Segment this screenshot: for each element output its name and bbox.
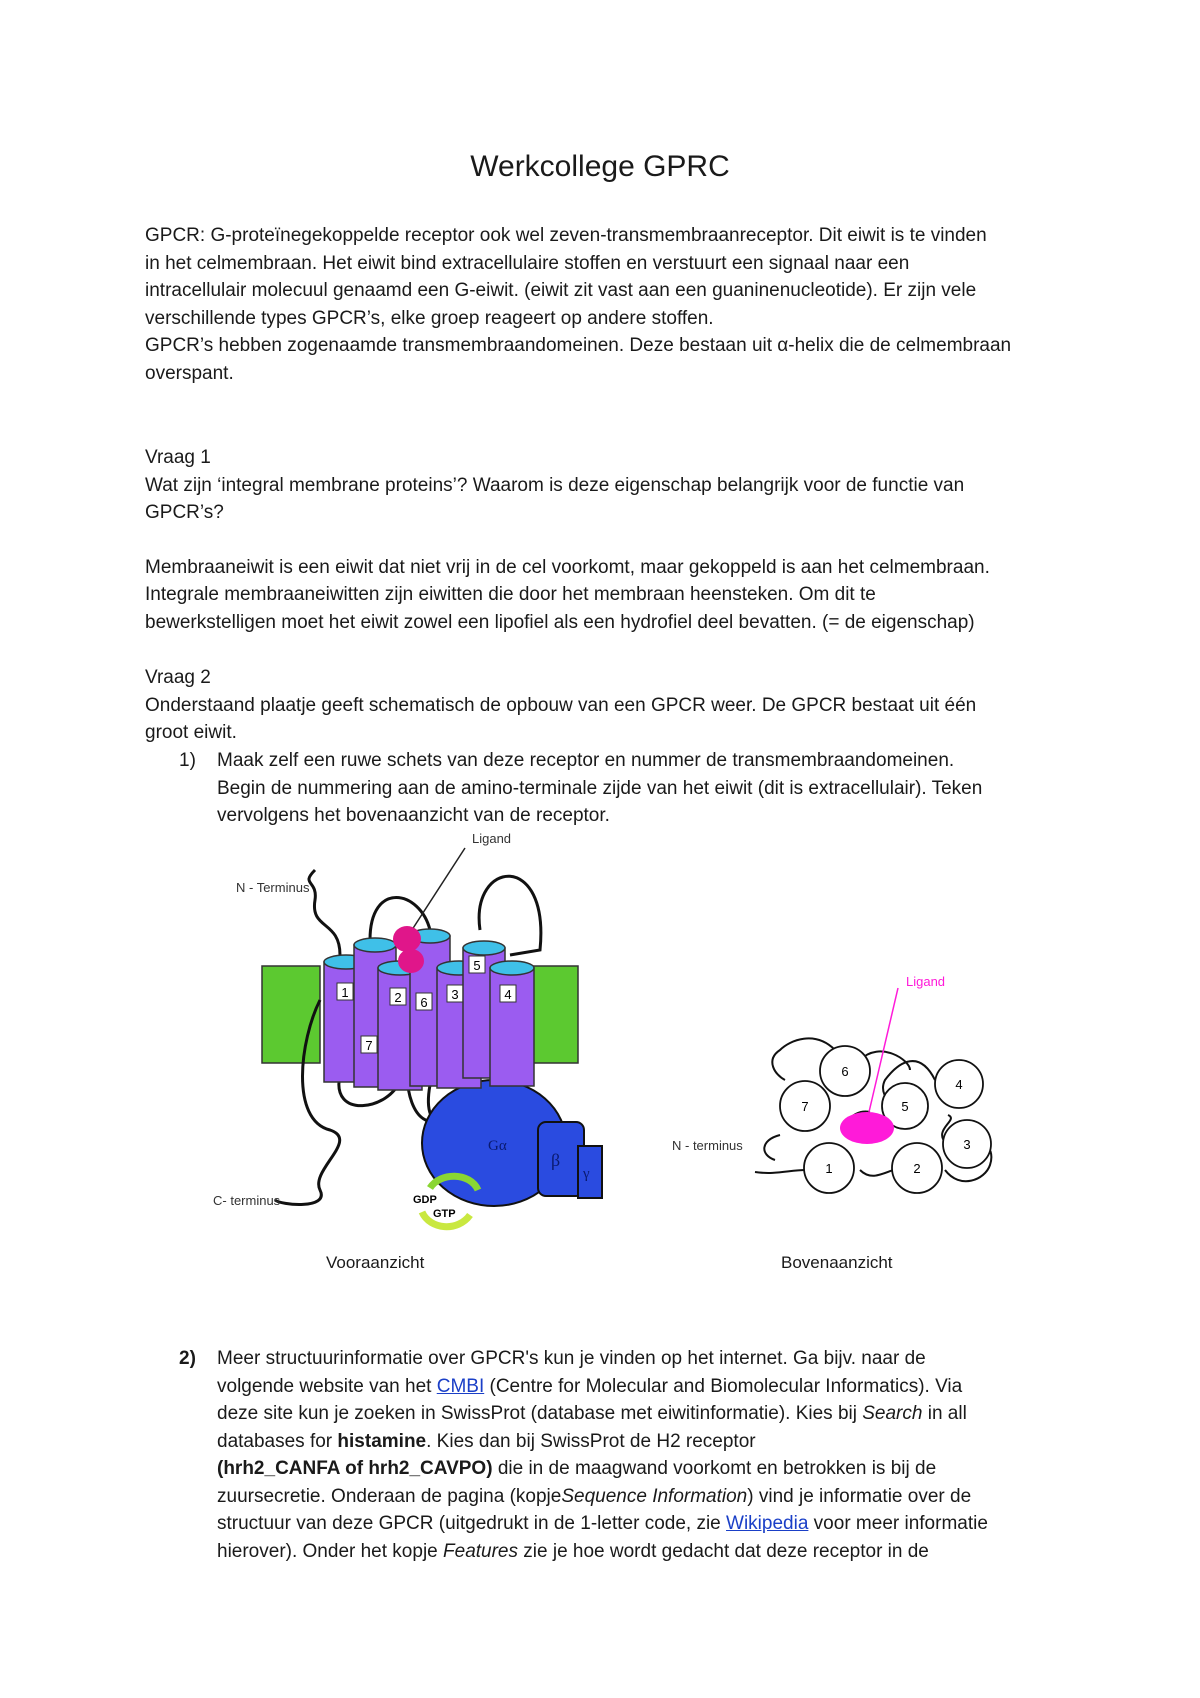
circle-label: 6 bbox=[841, 1064, 849, 1079]
helix-label: 7 bbox=[365, 1038, 373, 1053]
intro-line: verschillende types GPCR’s, elke groep reageert op andere stoffen. bbox=[145, 307, 714, 329]
list-item-text: deze site kun je zoeken in SwissProt (database met eiwitinformatie). Kies bij Search in all bbox=[217, 1403, 967, 1424]
helix-4 bbox=[490, 961, 534, 1086]
n-terminus-label: N - Terminus bbox=[236, 880, 310, 895]
question-2-heading: Vraag 2 bbox=[145, 667, 211, 688]
circle-label: 2 bbox=[913, 1161, 921, 1176]
circle-label: 7 bbox=[801, 1099, 809, 1114]
list-item-text: vervolgens het bovenaanzicht van de receptor. bbox=[217, 805, 610, 826]
ligand-label: Ligand bbox=[906, 974, 946, 989]
g-alpha-label: Gα bbox=[488, 1138, 507, 1154]
list-item-text: volgende website van het CMBI (Centre for Molecular and Biomolecular Informatics). Via bbox=[217, 1375, 963, 1397]
circle-label: 4 bbox=[955, 1077, 963, 1092]
answer-1-text: Membraaneiwit is een eiwit dat niet vrij in de cel voorkomt, maar gekoppeld is aan het celmembraan. bbox=[145, 556, 990, 578]
list-item-text: Meer structuurinformatie over GPCR's kun je vinden op het internet. Ga bijv. naar de bbox=[217, 1348, 926, 1369]
n-terminus-label: N - terminus bbox=[672, 1138, 743, 1153]
c-terminus-label: C- terminus bbox=[213, 1193, 281, 1208]
answer-1-text: Integrale membraaneiwitten zijn eiwitten die door het membraan heensteken. Om dit te bbox=[145, 584, 876, 605]
question-1-text: Wat zijn ‘integral membrane proteins’? Waarom is deze eigenschap belangrijk voor de functie van bbox=[145, 474, 965, 496]
g-gamma-subunit bbox=[578, 1146, 602, 1198]
membrane-left bbox=[262, 966, 320, 1063]
intro-line: intracellulair molecuul genaamd een G-eiwit. (eiwit zit vast aan een guaninenucleotide). Er zijn vele bbox=[145, 280, 977, 301]
circle-label: 1 bbox=[825, 1161, 833, 1176]
g-gamma-label: γ bbox=[583, 1166, 590, 1182]
question-1-heading: Vraag 1 bbox=[145, 447, 211, 468]
list-item-text: hierover). Onder het kopje Features zie je hoe wordt gedacht dat deze receptor in de bbox=[217, 1540, 929, 1562]
gdp-label: GDP bbox=[413, 1194, 437, 1206]
question-2-item-2 bbox=[145, 1345, 1075, 1565]
helix-label: 4 bbox=[504, 987, 512, 1002]
front-view-caption: Vooraanzicht bbox=[326, 1253, 425, 1272]
helix-label: 5 bbox=[473, 958, 481, 973]
front-view-diagram bbox=[213, 831, 602, 1227]
intro-line: in het celmembraan. Het eiwit bind extracellulaire stoffen en verstuurt een signaal naar een bbox=[145, 252, 910, 274]
circle-label: 3 bbox=[963, 1137, 971, 1152]
gtp-label: GTP bbox=[433, 1208, 456, 1220]
circle-label: 5 bbox=[901, 1099, 909, 1114]
list-number: 1) bbox=[179, 750, 196, 771]
g-beta-label: β bbox=[551, 1150, 561, 1170]
question-2-text: Onderstaand plaatje geeft schematisch de opbouw van een GPCR weer. De GPCR bestaat uit één bbox=[145, 694, 977, 716]
intro-line: GPCR: G-proteïnegekoppelde receptor ook wel zeven-transmembraanreceptor. Dit eiwit is te vinden bbox=[145, 225, 987, 246]
helix-label: 2 bbox=[394, 990, 402, 1005]
wikipedia-link[interactable]: Wikipedia bbox=[726, 1513, 809, 1534]
helix-label: 6 bbox=[420, 995, 428, 1010]
helix-label: 3 bbox=[451, 987, 459, 1002]
helix-label: 1 bbox=[341, 985, 349, 1000]
intro-line: GPCR’s hebben zogenaamde transmembraandomeinen. Deze bestaan uit α-helix die de celmembraan bbox=[145, 335, 1012, 356]
list-item-text: Maak zelf een ruwe schets van deze receptor en nummer de transmembraandomeinen. bbox=[217, 750, 955, 771]
ligand-blob bbox=[840, 1112, 894, 1144]
ligand-label: Ligand bbox=[472, 831, 512, 846]
question-1-text: GPCR’s? bbox=[145, 502, 224, 523]
list-item-text: structuur van deze GPCR (uitgedrukt in de 1-letter code, zie Wikipedia voor meer informatie bbox=[217, 1513, 988, 1534]
intro-line: overspant. bbox=[145, 362, 234, 384]
list-item-text: databases for histamine. Kies dan bij SwissProt de H2 receptor bbox=[217, 1430, 756, 1452]
ligand-blob bbox=[393, 926, 421, 952]
list-number: 2) bbox=[179, 1348, 196, 1369]
answer-1-text: bewerkstelligen moet het eiwit zowel een lipofiel als een hydrofiel deel bevatten. (= de eigenschap) bbox=[145, 611, 975, 633]
cmbi-link[interactable]: CMBI bbox=[436, 1375, 485, 1397]
question-2-text: groot eiwit. bbox=[145, 722, 237, 743]
top-view-diagram bbox=[672, 974, 991, 1193]
list-item-text: zuursecretie. Onderaan de pagina (kopjeSequence Information) vind je informatie over de bbox=[217, 1485, 972, 1507]
list-item-text: (hrh2_CANFA of hrh2_CAVPO) die in de maagwand voorkomt en betrokken is bij de bbox=[217, 1458, 937, 1479]
list-item-text: Begin de nummering aan de amino-terminale zijde van het eiwit (dit is extracellulair). Teken bbox=[217, 777, 983, 799]
top-view-caption: Bovenaanzicht bbox=[781, 1253, 893, 1272]
page-title: Werkcollege GPRC bbox=[470, 150, 730, 183]
